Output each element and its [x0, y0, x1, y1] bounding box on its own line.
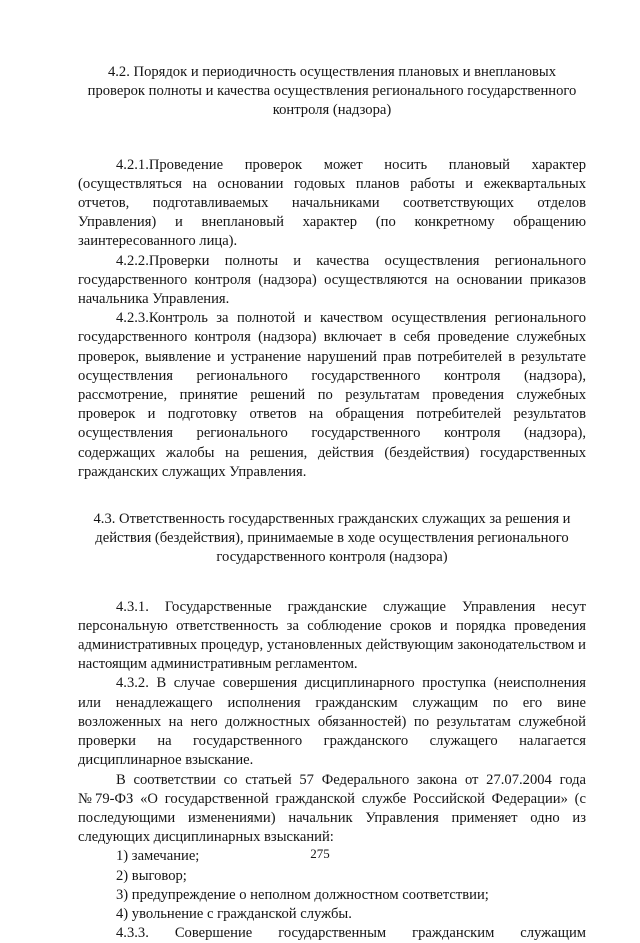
section-heading-4-3: 4.3. Ответственность государственных гражданских служащих за решения и действия (бездействия), принимаемые в ходе осуществления регионального государственного контроля (надзора) [93, 511, 571, 566]
list-item: 3) предупреждение о неполном должностном соответствии; [116, 886, 489, 903]
document-page [78, 63, 586, 943]
paragraph-article-57: В соответствии со статьей 57 Федерального закона от 27.07.2004 года №79-ФЗ «О государственной гражданской службе Российской Федерации» (с последующими изменениями) начальник Управления применяет одно из следующих дисциплинарных взысканий: [78, 771, 586, 846]
word: гражданским [412, 925, 495, 942]
paragraph-4-3-2: 4.3.2. В случае совершения дисциплинарного проступка (неисполнения или ненадлежащего исполнения гражданским служащим по его вине возложенных на него должностных обязанностей) по результатам служебной проверки на государственного гражданского служащего налагается дисциплинарное взыскание. [78, 675, 586, 769]
spacer [78, 568, 586, 598]
word: служащим [520, 925, 586, 942]
list-item: 4) увольнение с гражданской службы. [116, 905, 352, 922]
section-heading-4-2: 4.2. Порядок и периодичность осуществления плановых и внеплановых проверок полноты и качества осуществления регионального государственного контроля (надзора) [87, 64, 577, 119]
list-item: 2) выговор; [116, 867, 187, 884]
paragraph-4-2-1: 4.2.1.Проведение проверок может носить плановый характер (осуществляться на основании годовых планов работы и ежеквартальных отчетов, подготавливаемых начальниками соответствующих отделов Управления) и внеплановый характер (по конкретному обращению заинтересованного лица). [78, 156, 586, 250]
word: Совершение [174, 925, 253, 942]
paragraph-4-2-2: 4.2.2.Проверки полноты и качества осуществления регионального государственного контроля (надзора) осуществляются на основании приказов начальника Управления. [78, 252, 586, 308]
word: 4.3.3. [116, 925, 149, 942]
word: государственным [278, 925, 387, 942]
paragraph-4-3-3-start [78, 924, 586, 943]
paragraph-4-3-1: 4.3.1. Государственные гражданские служащие Управления несут персональную ответственность за соблюдение сроков и порядка проведения административных процедур, установленных действующим законодательством и настоящим административным регламентом. [78, 598, 586, 673]
spacer [78, 482, 586, 510]
page-number: 275 [310, 846, 330, 861]
paragraph-4-2-3: 4.2.3.Контроль за полнотой и качеством осуществления регионального государственного контроля (надзора) включает в себя проведение служебных проверок, выявление и устранение нарушений прав потребителей в результате осуществления регионального государственного контроля (надзора), рассмотрение, принятие решений по результатам проведения служебных проверок и подготовку ответов на обращения потребителей результатов осуществления регионального государственного контроля (надзора), содержащих жалобы на решения, действия (бездействия) государственных гражданских служащих Управления. [78, 310, 586, 480]
list-item: 1) замечание; [116, 848, 200, 865]
spacer [78, 121, 586, 156]
